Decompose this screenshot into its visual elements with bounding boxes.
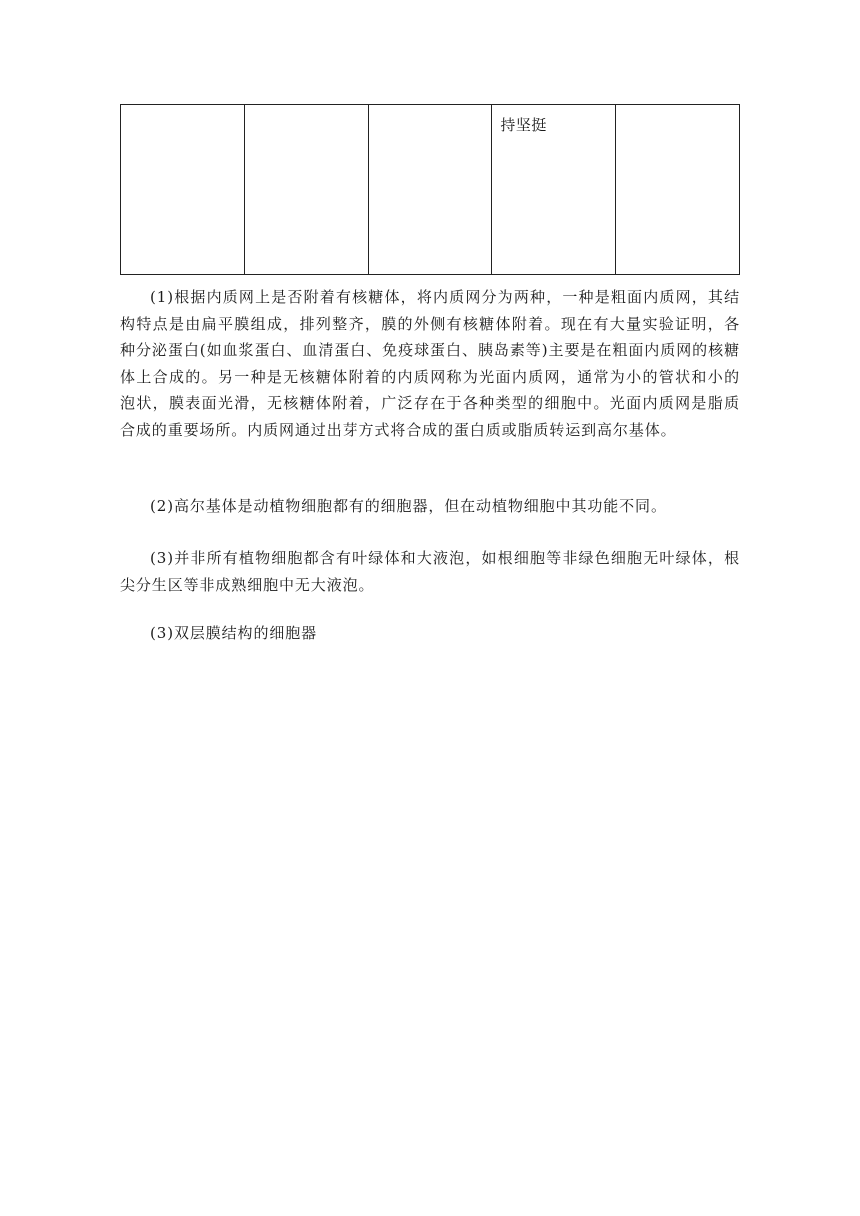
table-cell — [121, 105, 245, 275]
paragraph-plant-cells: (3)并非所有植物细胞都含有叶绿体和大液泡，如根细胞等非绿色细胞无叶绿体，根尖分生区等非成熟细胞中无大液泡。 — [120, 549, 740, 594]
table-cell — [368, 105, 492, 275]
paragraph-double-membrane: (3)双层膜结构的细胞器 — [150, 624, 318, 642]
table-cell — [616, 105, 740, 275]
table-fragment — [120, 104, 740, 275]
table-row — [121, 105, 740, 275]
table-cell: 持坚挺 — [492, 105, 616, 275]
table-cell — [244, 105, 368, 275]
paragraph-endoplasmic-reticulum: (1)根据内质网上是否附着有核糖体，将内质网分为两种，一种是粗面内质网，其结构特点是由扁平膜组成，排列整齐，膜的外侧有核糖体附着。现在有大量实验证明，各种分泌蛋白(如血浆蛋白、血清蛋白、免疫球蛋白、胰岛素等)主要是在粗面内质网的核糖体上合成的。另一种是无核糖体附着的内质网称为光面内质网，通常为小的管状和小的泡状，膜表面光滑，无核糖体附着，广泛存在于各种类型的细胞中。光面内质网是脂质合成的重要场所。内质网通过出芽方式将合成的蛋白质或脂质转运到高尔基体。 — [120, 288, 740, 439]
paragraph-golgi: (2)高尔基体是动植物细胞都有的细胞器，但在动植物细胞中其功能不同。 — [150, 497, 667, 515]
